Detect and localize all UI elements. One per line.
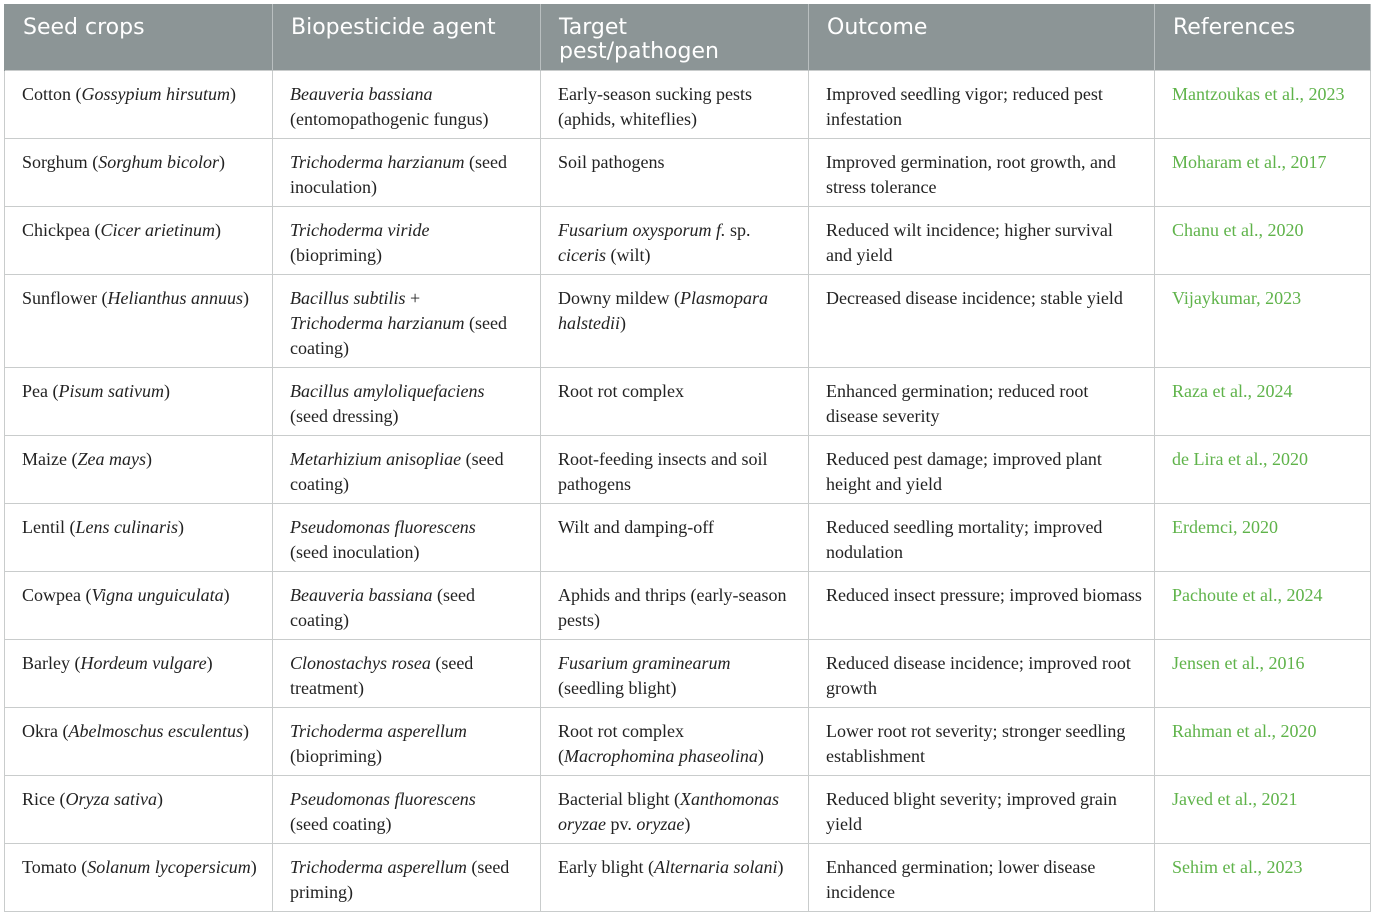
crop-scientific-name: Solanum lycopersicum xyxy=(87,857,251,877)
target-cell: Soil pathogens xyxy=(541,139,809,207)
crop-cell: Pea (Pisum sativum) xyxy=(5,368,273,436)
agent-note: (seed priming) xyxy=(290,857,510,902)
table-row xyxy=(5,71,1371,139)
target-cell: Downy mildew (Plasmopara halstedii) xyxy=(541,275,809,368)
agent-plus: + xyxy=(410,288,421,308)
crop-cell: Sorghum (Sorghum bicolor) xyxy=(5,139,273,207)
agent-cell xyxy=(273,776,541,844)
outcome-cell: Lower root rot severity; stronger seedling establishment xyxy=(809,708,1155,776)
header-outcome: Outcome xyxy=(809,4,1155,71)
outcome-cell: Reduced insect pressure; improved biomass xyxy=(809,572,1155,640)
table-row xyxy=(5,844,1371,912)
crop-scientific-name: Pisum sativum xyxy=(58,381,164,401)
crop-scientific-name: Hordeum vulgare xyxy=(80,653,207,673)
crop-scientific-name: Gossypium hirsutum xyxy=(81,84,231,104)
header-biopesticide-agent: Biopesticide agent xyxy=(273,4,541,71)
agent-cell xyxy=(273,504,541,572)
table-row xyxy=(5,275,1371,368)
target-scientific-name: Alternaria solani xyxy=(653,857,778,877)
reference-link[interactable]: Mantzoukas et al., 2023 xyxy=(1155,71,1371,139)
agent-note: (seed dressing) xyxy=(290,406,399,426)
agent-cell xyxy=(273,71,541,139)
target-scientific-name: Plasmopara halstedii xyxy=(558,288,769,333)
agent-note: (seed treatment) xyxy=(290,653,474,698)
table-row xyxy=(5,776,1371,844)
crop-name: Rice xyxy=(22,789,55,809)
crop-cell: Rice (Oryza sativa) xyxy=(5,776,273,844)
crop-scientific-name: Sorghum bicolor xyxy=(98,152,220,172)
header-references: References xyxy=(1155,4,1371,71)
agent-cell xyxy=(273,572,541,640)
header-row xyxy=(5,4,1371,71)
crop-cell: Okra (Abelmoschus esculentus) xyxy=(5,708,273,776)
agent-cell xyxy=(273,436,541,504)
reference-link[interactable]: Erdemci, 2020 xyxy=(1155,504,1371,572)
agent-scientific-name: Pseudomonas fluorescens xyxy=(290,517,476,537)
reference-link[interactable]: Jensen et al., 2016 xyxy=(1155,640,1371,708)
agent-cell xyxy=(273,207,541,275)
header-target: Target pest/pathogen xyxy=(541,4,809,71)
crop-cell: Cowpea (Vigna unguiculata) xyxy=(5,572,273,640)
crop-cell: Lentil (Lens culinaris) xyxy=(5,504,273,572)
agent-scientific-name: Bacillus subtilis xyxy=(290,288,406,308)
header-seed-crops: Seed crops xyxy=(5,4,273,71)
table-row xyxy=(5,207,1371,275)
agent-scientific-name: Trichoderma asperellum xyxy=(290,857,467,877)
crop-scientific-name: Helianthus annuus xyxy=(107,288,244,308)
target-common: Early blight xyxy=(558,857,644,877)
crop-cell: Chickpea (Cicer arietinum) xyxy=(5,207,273,275)
agent-scientific-name: Trichoderma asperellum xyxy=(290,721,467,741)
table-row xyxy=(5,436,1371,504)
agent-scientific-name: Trichoderma viride xyxy=(290,220,430,240)
outcome-cell: Decreased disease incidence; stable yield xyxy=(809,275,1155,368)
target-scientific-name: Xanthomonas oryzae xyxy=(558,789,779,834)
reference-link[interactable]: de Lira et al., 2020 xyxy=(1155,436,1371,504)
reference-link[interactable]: Moharam et al., 2017 xyxy=(1155,139,1371,207)
crop-name: Chickpea xyxy=(22,220,90,240)
agent-scientific-name: Bacillus amyloliquefaciens xyxy=(290,381,485,401)
target-pathovar: oryzae xyxy=(636,814,685,834)
reference-link[interactable]: Vijaykumar, 2023 xyxy=(1155,275,1371,368)
crop-name: Cotton xyxy=(22,84,72,104)
agent-cell xyxy=(273,708,541,776)
target-rank: pv. xyxy=(610,814,632,834)
crop-cell: Barley (Hordeum vulgare) xyxy=(5,640,273,708)
reference-link[interactable]: Rahman et al., 2020 xyxy=(1155,708,1371,776)
reference-link[interactable]: Raza et al., 2024 xyxy=(1155,368,1371,436)
reference-link[interactable]: Javed et al., 2021 xyxy=(1155,776,1371,844)
agent-scientific-name-2: Trichoderma harzianum xyxy=(290,313,465,333)
table-row xyxy=(5,640,1371,708)
table-row xyxy=(5,708,1371,776)
agent-cell xyxy=(273,275,541,368)
agent-cell xyxy=(273,368,541,436)
outcome-cell: Improved seedling vigor; reduced pest infestation xyxy=(809,71,1155,139)
agent-note: (seed coating) xyxy=(290,449,504,494)
target-cell: Early blight (Alternaria solani) xyxy=(541,844,809,912)
outcome-cell: Improved germination, root growth, and stress tolerance xyxy=(809,139,1155,207)
crop-name: Tomato xyxy=(22,857,77,877)
agent-note: (seed inoculation) xyxy=(290,152,507,197)
agent-scientific-name: Pseudomonas fluorescens xyxy=(290,789,476,809)
crop-name: Lentil xyxy=(22,517,65,537)
target-cell xyxy=(541,207,809,275)
agent-note: (biopriming) xyxy=(290,746,382,766)
biopesticide-table xyxy=(4,4,1371,912)
crop-name: Maize xyxy=(22,449,67,469)
crop-scientific-name: Vigna unguiculata xyxy=(91,585,224,605)
target-scientific-name: Macrophomina phaseolina xyxy=(564,746,758,766)
crop-name: Pea xyxy=(22,381,48,401)
crop-scientific-name: Abelmoschus esculentus xyxy=(68,721,243,741)
target-rank: sp. xyxy=(730,220,751,240)
crop-name: Sunflower xyxy=(22,288,97,308)
crop-scientific-name: Zea mays xyxy=(77,449,146,469)
agent-note: (seed coating) xyxy=(290,814,392,834)
outcome-cell: Reduced pest damage; improved plant height and yield xyxy=(809,436,1155,504)
agent-scientific-name: Beauveria bassiana xyxy=(290,585,433,605)
target-common: Downy mildew xyxy=(558,288,670,308)
reference-link[interactable]: Pachoute et al., 2024 xyxy=(1155,572,1371,640)
reference-link[interactable]: Chanu et al., 2020 xyxy=(1155,207,1371,275)
crop-name: Okra xyxy=(22,721,58,741)
crop-cell: Maize (Zea mays) xyxy=(5,436,273,504)
target-cell: Wilt and damping-off xyxy=(541,504,809,572)
target-scientific-name: Fusarium oxysporum f. xyxy=(558,220,726,240)
table-row xyxy=(5,572,1371,640)
crop-cell: Tomato (Solanum lycopersicum) xyxy=(5,844,273,912)
agent-scientific-name: Beauveria bassiana xyxy=(290,84,433,104)
agent-scientific-name: Metarhizium anisopliae xyxy=(290,449,462,469)
agent-note: (seed coating) xyxy=(290,585,475,630)
table-row xyxy=(5,368,1371,436)
target-note: (wilt) xyxy=(610,245,651,265)
target-cell: Aphids and thrips (early-season pests) xyxy=(541,572,809,640)
agent-cell xyxy=(273,844,541,912)
agent-scientific-name: Clonostachys rosea xyxy=(290,653,431,673)
crop-scientific-name: Oryza sativa xyxy=(65,789,157,809)
target-cell xyxy=(541,640,809,708)
target-forma: ciceris xyxy=(558,245,606,265)
target-cell: Root-feeding insects and soil pathogens xyxy=(541,436,809,504)
outcome-cell: Reduced blight severity; improved grain yield xyxy=(809,776,1155,844)
crop-cell: Cotton (Gossypium hirsutum) xyxy=(5,71,273,139)
table-row xyxy=(5,504,1371,572)
target-note: (seedling blight) xyxy=(558,678,677,698)
target-common: Bacterial blight xyxy=(558,789,670,809)
outcome-cell: Enhanced germination; lower disease incidence xyxy=(809,844,1155,912)
outcome-cell: Reduced wilt incidence; higher survival and yield xyxy=(809,207,1155,275)
target-cell: Early-season sucking pests (aphids, whiteflies) xyxy=(541,71,809,139)
outcome-cell: Reduced seedling mortality; improved nodulation xyxy=(809,504,1155,572)
agent-note: (seed inoculation) xyxy=(290,542,420,562)
agent-cell xyxy=(273,640,541,708)
crop-scientific-name: Cicer arietinum xyxy=(100,220,215,240)
target-cell: Root rot complex (Macrophomina phaseolina) xyxy=(541,708,809,776)
outcome-cell: Enhanced germination; reduced root disease severity xyxy=(809,368,1155,436)
agent-scientific-name: Trichoderma harzianum xyxy=(290,152,465,172)
crop-name: Cowpea xyxy=(22,585,81,605)
table-row xyxy=(5,139,1371,207)
outcome-cell: Reduced disease incidence; improved root growth xyxy=(809,640,1155,708)
target-cell: Bacterial blight (Xanthomonas oryzae pv. oryzae) xyxy=(541,776,809,844)
target-common: Root rot complex xyxy=(558,721,684,741)
reference-link[interactable]: Sehim et al., 2023 xyxy=(1155,844,1371,912)
agent-cell xyxy=(273,139,541,207)
crop-name: Sorghum xyxy=(22,152,88,172)
agent-note: (seed coating) xyxy=(290,313,507,358)
target-scientific-name: Fusarium graminearum xyxy=(558,653,731,673)
agent-note: (entomopathogenic fungus) xyxy=(290,109,489,129)
crop-name: Barley xyxy=(22,653,70,673)
target-cell: Root rot complex xyxy=(541,368,809,436)
agent-note: (biopriming) xyxy=(290,245,382,265)
crop-cell: Sunflower (Helianthus annuus) xyxy=(5,275,273,368)
crop-scientific-name: Lens culinaris xyxy=(75,517,179,537)
